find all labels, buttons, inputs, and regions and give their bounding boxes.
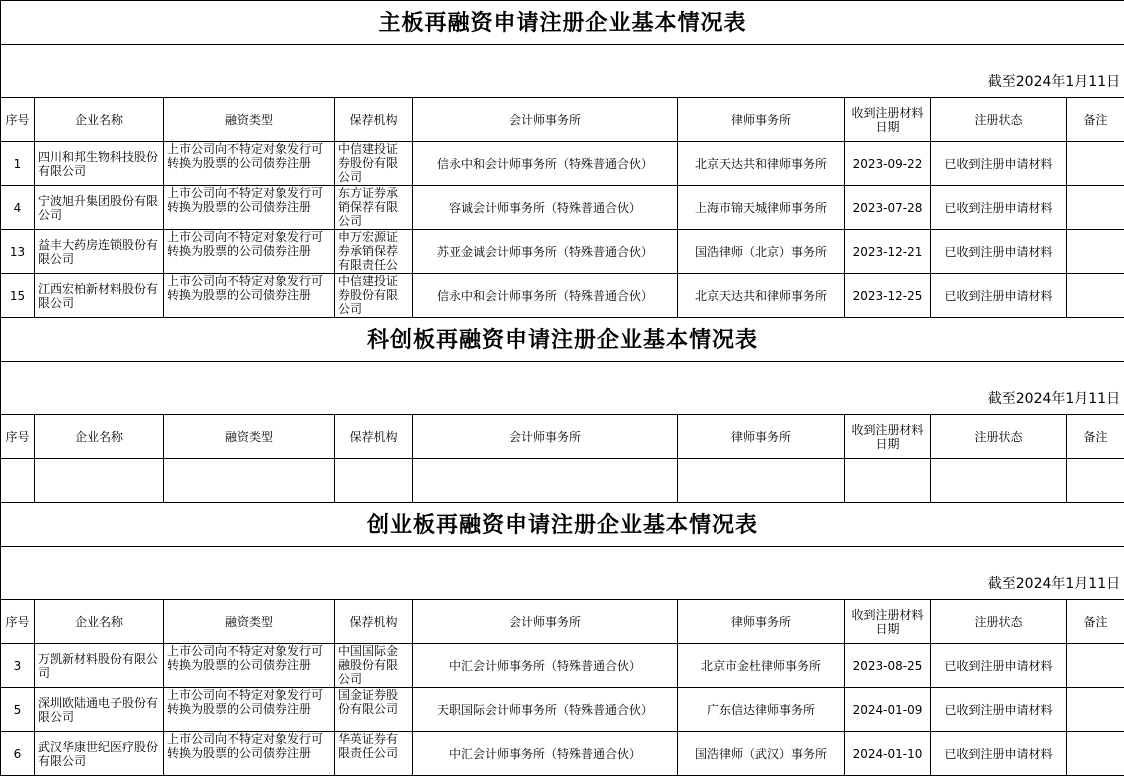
received-date: 2023-09-22	[845, 142, 931, 186]
remark	[1067, 230, 1124, 274]
registration-status: 已收到注册申请材料	[931, 644, 1067, 688]
sponsor-institution	[335, 274, 413, 318]
company-name-text: 宁波旭升集团股份有限公司	[38, 194, 160, 222]
company-name-text: 武汉华康世纪医疗股份有限公司	[38, 740, 160, 768]
sponsor-institution-text: 华英证券有限责任公司	[338, 732, 409, 775]
column-header-registration-status: 注册状态	[931, 98, 1067, 142]
column-header-sponsor-institution: 保荐机构	[335, 600, 413, 644]
column-header-company-name: 企业名称	[35, 415, 164, 459]
column-header-financing-type: 融资类型	[164, 415, 335, 459]
financing-type	[164, 688, 335, 732]
column-header-accounting-firm: 会计师事务所	[413, 600, 678, 644]
law-firm: 广东信达律师事务所	[678, 688, 845, 732]
law-firm: 北京市金杜律师事务所	[678, 644, 845, 688]
sponsor-institution	[335, 732, 413, 776]
section-title-row	[1, 503, 1124, 547]
company-name	[35, 459, 164, 503]
registration-status: 已收到注册申请材料	[931, 142, 1067, 186]
as-of-date-row	[1, 547, 1124, 600]
column-header-received-date: 收到注册材料日期	[845, 98, 931, 142]
company-name-text: 万凯新材料股份有限公司	[38, 652, 160, 680]
table-row	[1, 459, 1124, 503]
sponsor-institution-text: 中国国际金融股份有限公司	[338, 644, 409, 687]
law-firm: 北京天达共和律师事务所	[678, 142, 845, 186]
as-of-date-row	[1, 45, 1124, 98]
company-name-text: 深圳欧陆通电子股份有限公司	[38, 696, 160, 724]
registration-status: 已收到注册申请材料	[931, 186, 1067, 230]
company-name	[35, 142, 164, 186]
company-name-text: 江西宏柏新材料股份有限公司	[38, 282, 160, 310]
accounting-firm: 中汇会计师事务所（特殊普通合伙）	[413, 644, 678, 688]
financing-type-text: 上市公司向不特定对象发行可转换为股票的公司债券注册	[167, 274, 331, 317]
sponsor-institution-text: 国金证券股份有限公司	[338, 688, 409, 731]
table-row	[1, 142, 1124, 186]
column-header-financing-type: 融资类型	[164, 98, 335, 142]
as-of-date: 截至2024年1月11日	[1, 45, 1124, 98]
table-row	[1, 688, 1124, 732]
sponsor-institution	[335, 688, 413, 732]
remark	[1067, 142, 1124, 186]
financing-type-text: 上市公司向不特定对象发行可转换为股票的公司债券注册	[167, 230, 331, 273]
sponsor-institution-text	[338, 459, 409, 502]
received-date: 2024-01-09	[845, 688, 931, 732]
remark	[1067, 644, 1124, 688]
financing-type	[164, 732, 335, 776]
column-header-sponsor-institution: 保荐机构	[335, 98, 413, 142]
accounting-firm: 信永中和会计师事务所（特殊普通合伙）	[413, 142, 678, 186]
row-number: 13	[1, 230, 35, 274]
table-header-row	[1, 98, 1124, 142]
sponsor-institution-text: 中信建投证券股份有限公司	[338, 142, 409, 185]
financing-type-text: 上市公司向不特定对象发行可转换为股票的公司债券注册	[167, 644, 331, 687]
sponsor-institution-text: 申万宏源证券承销保荐有限责任公	[338, 230, 409, 273]
accounting-firm: 中汇会计师事务所（特殊普通合伙）	[413, 732, 678, 776]
column-header-financing-type: 融资类型	[164, 600, 335, 644]
received-date: 2023-12-21	[845, 230, 931, 274]
column-header-sponsor-institution: 保荐机构	[335, 415, 413, 459]
registration-status: 已收到注册申请材料	[931, 274, 1067, 318]
section-title: 创业板再融资申请注册企业基本情况表	[1, 503, 1124, 547]
registration-status: 已收到注册申请材料	[931, 230, 1067, 274]
section-title: 主板再融资申请注册企业基本情况表	[1, 1, 1124, 45]
table-header-row	[1, 600, 1124, 644]
table-row	[1, 230, 1124, 274]
table-row	[1, 732, 1124, 776]
company-name	[35, 274, 164, 318]
remark	[1067, 186, 1124, 230]
row-number: 3	[1, 644, 35, 688]
row-number: 15	[1, 274, 35, 318]
financing-type	[164, 459, 335, 503]
accounting-firm: 容诚会计师事务所（特殊普通合伙）	[413, 186, 678, 230]
law-firm: 国浩律师（北京）事务所	[678, 230, 845, 274]
table-row	[1, 186, 1124, 230]
financing-type-text: 上市公司向不特定对象发行可转换为股票的公司债券注册	[167, 186, 331, 229]
column-header-accounting-firm: 会计师事务所	[413, 415, 678, 459]
section-title-row	[1, 1, 1124, 45]
column-header-remark: 备注	[1067, 415, 1124, 459]
sponsor-institution	[335, 142, 413, 186]
column-header-received-date: 收到注册材料日期	[845, 415, 931, 459]
financing-type	[164, 142, 335, 186]
company-name-text: 益丰大药房连锁股份有限公司	[38, 238, 160, 266]
accounting-firm	[413, 459, 678, 503]
as-of-date: 截至2024年1月11日	[1, 547, 1124, 600]
sponsor-institution	[335, 230, 413, 274]
company-name	[35, 688, 164, 732]
registration-status	[931, 459, 1067, 503]
row-number: 1	[1, 142, 35, 186]
table-row	[1, 644, 1124, 688]
received-date	[845, 459, 931, 503]
received-date: 2023-07-28	[845, 186, 931, 230]
law-firm	[678, 459, 845, 503]
law-firm: 北京天达共和律师事务所	[678, 274, 845, 318]
row-number: 4	[1, 186, 35, 230]
sponsor-institution-text: 中信建投证券股份有限公司	[338, 274, 409, 317]
accounting-firm: 天职国际会计师事务所（特殊普通合伙）	[413, 688, 678, 732]
column-header-accounting-firm: 会计师事务所	[413, 98, 678, 142]
column-header-received-date: 收到注册材料日期	[845, 600, 931, 644]
financing-type-text: 上市公司向不特定对象发行可转换为股票的公司债券注册	[167, 142, 331, 185]
remark	[1067, 459, 1124, 503]
column-header-law-firm: 律师事务所	[678, 600, 845, 644]
section-title: 科创板再融资申请注册企业基本情况表	[1, 318, 1124, 362]
registration-status: 已收到注册申请材料	[931, 688, 1067, 732]
financing-type	[164, 644, 335, 688]
column-header-row-number: 序号	[1, 600, 35, 644]
table-header-row	[1, 415, 1124, 459]
company-name	[35, 644, 164, 688]
law-firm: 国浩律师（武汉）事务所	[678, 732, 845, 776]
row-number	[1, 459, 35, 503]
financing-type-text	[167, 459, 331, 502]
remark	[1067, 732, 1124, 776]
accounting-firm: 信永中和会计师事务所（特殊普通合伙）	[413, 274, 678, 318]
section-title-row	[1, 318, 1124, 362]
column-header-remark: 备注	[1067, 98, 1124, 142]
financing-type-text: 上市公司向不特定对象发行可转换为股票的公司债券注册	[167, 688, 331, 731]
sponsor-institution-text: 东方证券承销保荐有限公司	[338, 186, 409, 229]
law-firm: 上海市锦天城律师事务所	[678, 186, 845, 230]
column-header-company-name: 企业名称	[35, 600, 164, 644]
column-header-registration-status: 注册状态	[931, 415, 1067, 459]
registration-status: 已收到注册申请材料	[931, 732, 1067, 776]
column-header-company-name: 企业名称	[35, 98, 164, 142]
row-number: 6	[1, 732, 35, 776]
financing-type	[164, 186, 335, 230]
as-of-date: 截至2024年1月11日	[1, 362, 1124, 415]
column-header-registration-status: 注册状态	[931, 600, 1067, 644]
column-header-remark: 备注	[1067, 600, 1124, 644]
column-header-row-number: 序号	[1, 415, 35, 459]
company-name	[35, 186, 164, 230]
remark	[1067, 688, 1124, 732]
company-name-text: 四川和邦生物科技股份有限公司	[38, 150, 160, 178]
received-date: 2023-08-25	[845, 644, 931, 688]
financing-type	[164, 274, 335, 318]
column-header-law-firm: 律师事务所	[678, 98, 845, 142]
as-of-date-row	[1, 362, 1124, 415]
financing-type	[164, 230, 335, 274]
sponsor-institution	[335, 186, 413, 230]
financing-type-text: 上市公司向不特定对象发行可转换为股票的公司债券注册	[167, 732, 331, 775]
sponsor-institution	[335, 459, 413, 503]
company-name	[35, 230, 164, 274]
accounting-firm: 苏亚金诚会计师事务所（特殊普通合伙）	[413, 230, 678, 274]
column-header-row-number: 序号	[1, 98, 35, 142]
received-date: 2023-12-25	[845, 274, 931, 318]
sponsor-institution	[335, 644, 413, 688]
row-number: 5	[1, 688, 35, 732]
received-date: 2024-01-10	[845, 732, 931, 776]
company-name	[35, 732, 164, 776]
remark	[1067, 274, 1124, 318]
table-row	[1, 274, 1124, 318]
column-header-law-firm: 律师事务所	[678, 415, 845, 459]
